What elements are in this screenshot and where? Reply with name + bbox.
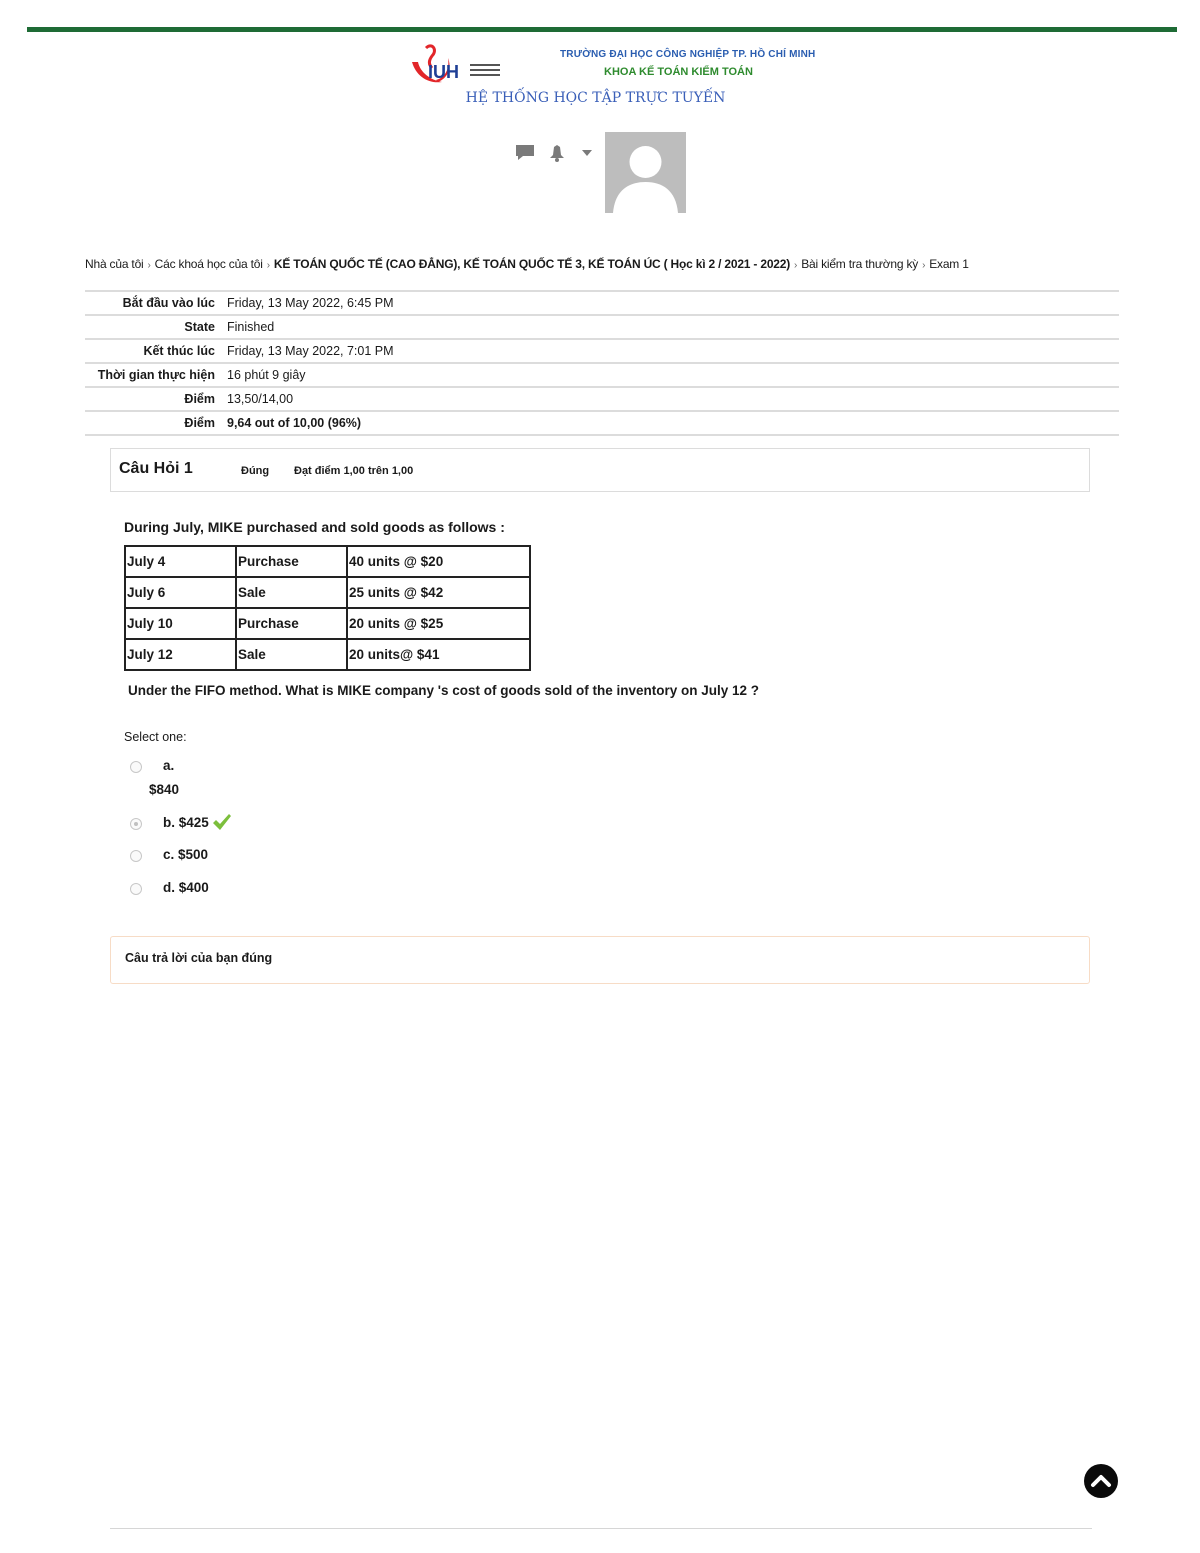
summary-value: 16 phút 9 giây (227, 368, 306, 382)
breadcrumb-separator: › (266, 260, 270, 271)
site-header[interactable] (408, 42, 816, 112)
breadcrumb-item-section[interactable]: Bài kiểm tra thường kỳ (801, 257, 919, 271)
answer-option-a[interactable] (130, 758, 174, 773)
option-letter: a. (163, 758, 175, 773)
user-avatar-icon (605, 132, 686, 213)
answer-option-b[interactable] (130, 815, 232, 831)
option-text: $840 (149, 782, 180, 797)
caret-down-icon[interactable] (582, 150, 592, 156)
school-name: TRƯỜNG ĐẠI HỌC CÔNG NGHIỆP TP. HỒ CHÍ MINH (560, 49, 816, 60)
summary-row-state (85, 314, 1119, 338)
summary-label: Điểm (184, 416, 215, 430)
radio-button-selected[interactable] (130, 818, 142, 830)
question-intro: During July, MIKE purchased and sold goods as follows : (124, 519, 505, 535)
table-row (125, 639, 530, 670)
radio-button[interactable] (130, 850, 142, 862)
summary-value: Finished (227, 320, 275, 334)
summary-row-completed (85, 338, 1119, 362)
user-menu[interactable] (515, 132, 690, 214)
logo-letters: IUH (428, 62, 459, 82)
answer-option-c[interactable] (130, 847, 208, 862)
top-accent-bar (27, 27, 1177, 32)
message-icon[interactable] (515, 144, 535, 162)
feedback-text: Câu trả lời của bạn đúng (125, 951, 273, 965)
question-grade: Đạt điểm 1,00 trên 1,00 (294, 465, 414, 477)
option-letter: b. (163, 815, 175, 830)
option-letter: c. (163, 847, 175, 862)
summary-value: Friday, 13 May 2022, 6:45 PM (227, 296, 394, 310)
summary-row-started (85, 290, 1119, 314)
summary-value: Friday, 13 May 2022, 7:01 PM (227, 344, 394, 358)
back-to-top-button[interactable] (1084, 1464, 1118, 1498)
faculty-name: KHOA KẾ TOÁN KIỂM TOÁN (604, 66, 753, 78)
correct-check-icon (212, 813, 232, 831)
table-row (125, 577, 530, 608)
radio-button[interactable] (130, 883, 142, 895)
feedback-box (110, 936, 1090, 984)
table-cell: Purchase (236, 608, 347, 639)
breadcrumb-item-exam[interactable]: Exam 1 (929, 257, 969, 271)
answer-option-d[interactable] (130, 880, 209, 895)
question-state: Đúng (241, 465, 270, 477)
table-cell: Sale (236, 577, 347, 608)
summary-value: 9,64 out of 10,00 (96%) (227, 416, 362, 430)
breadcrumb (85, 257, 969, 271)
option-text: $425 (178, 815, 209, 830)
option-letter: d. (163, 880, 175, 895)
summary-label: Kết thúc lúc (143, 344, 215, 358)
summary-row-marks (85, 386, 1119, 410)
table-row (125, 608, 530, 639)
option-text: $400 (178, 880, 209, 895)
attempt-summary-table (85, 290, 1119, 436)
breadcrumb-separator: › (922, 260, 926, 271)
question-info-box (110, 448, 1090, 492)
summary-label: Thời gian thực hiện (97, 368, 215, 382)
table-cell: 25 units @ $42 (347, 577, 530, 608)
breadcrumb-item-my-courses[interactable]: Các khoá học của tôi (154, 257, 263, 271)
table-cell: Purchase (236, 546, 347, 577)
summary-label: Bắt đầu vào lúc (122, 296, 215, 310)
breadcrumb-separator: › (147, 260, 151, 271)
breadcrumb-item-home[interactable]: Nhà của tôi (85, 257, 144, 271)
table-cell: 20 units @ $25 (347, 608, 530, 639)
breadcrumb-item-course[interactable]: KẾ TOÁN QUỐC TẾ (CAO ĐẲNG), KẾ TOÁN QUỐC TẾ 3, KẾ TOÁN ÚC ( Học kì 2 / 2021 - 2022) (273, 257, 791, 271)
system-name: HỆ THỐNG HỌC TẬP TRỰC TUYẾN (465, 90, 726, 106)
avatar[interactable] (605, 132, 686, 213)
radio-button[interactable] (130, 761, 142, 773)
option-text: $500 (178, 847, 209, 862)
summary-row-time-taken (85, 362, 1119, 386)
select-one-label: Select one: (124, 730, 187, 744)
table-cell: 40 units @ $20 (347, 546, 530, 577)
question-prompt: Under the FIFO method. What is MIKE company 's cost of goods sold of the inventory on July 12 ? (128, 683, 760, 698)
breadcrumb-separator: › (794, 260, 798, 271)
summary-value: 13,50/14,00 (227, 392, 294, 406)
table-row (125, 546, 530, 577)
table-cell: Sale (236, 639, 347, 670)
table-cell: July 12 (125, 639, 236, 670)
table-cell: July 6 (125, 577, 236, 608)
chevron-up-icon (1084, 1464, 1118, 1498)
inventory-table (124, 545, 531, 671)
bell-icon[interactable] (548, 144, 566, 162)
summary-label: Điểm (184, 392, 215, 406)
university-logo[interactable] (408, 42, 508, 88)
summary-row-grade (85, 410, 1119, 436)
question-number: Câu Hỏi 1 (119, 460, 193, 477)
table-cell: July 4 (125, 546, 236, 577)
footer-divider (110, 1528, 1092, 1529)
summary-label: State (184, 320, 215, 334)
table-cell: July 10 (125, 608, 236, 639)
table-cell: 20 units@ $41 (347, 639, 530, 670)
